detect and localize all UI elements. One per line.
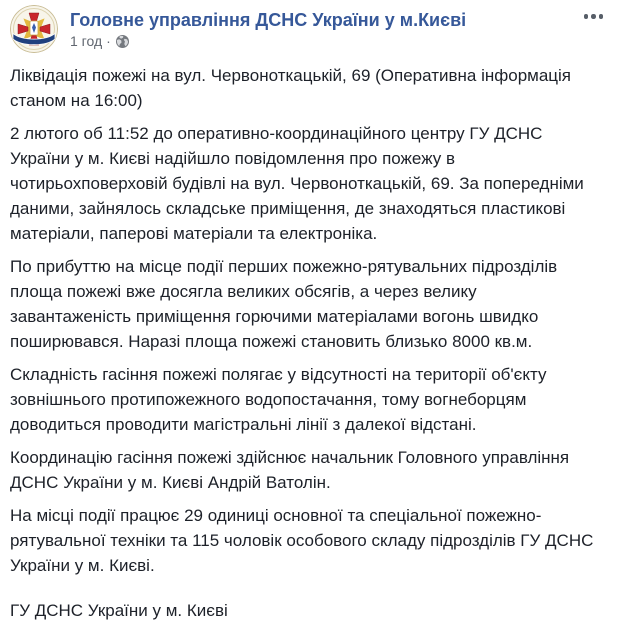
post-paragraph: Ліквідація пожежі на вул. Червоноткацькій, 69 (Оперативна інформація станом на 16:00) (10, 66, 572, 110)
globe-icon (116, 35, 129, 48)
ellipsis-icon (599, 14, 604, 19)
post-header-text (70, 5, 466, 50)
post-header (0, 0, 619, 53)
page-avatar[interactable] (10, 5, 58, 53)
post-options-button[interactable] (582, 10, 606, 23)
post-meta (70, 33, 466, 50)
dsns-emblem-icon (10, 5, 58, 53)
ellipsis-icon (584, 14, 589, 19)
ellipsis-icon (591, 14, 596, 19)
post-paragraph: Координацію гасіння пожежі здійснює начальник Головного управління ДСНС України у м. Києві Андрій Ватолін. (10, 448, 570, 492)
page-name-link[interactable]: Головне управління ДСНС України у м.Києві (70, 10, 467, 30)
post-text (0, 53, 619, 623)
post-paragraph: По прибуттю на місце події перших пожежно-рятувальних підрозділів площа пожежі вже досягла великих обсягів, а через велику завантаженість приміщення горючими матеріалами вогонь швидко поширювався. Наразі площа пожежі становить близько 8000 кв.м. (10, 257, 558, 351)
post-paragraph: На місці події працює 29 одиниці основної та спеціальної пожежно-рятувальної техніки та 115 чоловік особового складу підрозділів ГУ ДСНС України у м. Києві. (10, 506, 594, 575)
post-paragraph: 2 лютого об 11:52 до оперативно-координаційного центру ГУ ДСНС України у м. Києві надійшло повідомлення про пожежу в чотирьохповерховій будівлі на вул. Червоноткацькій, 69. За попередніми даними, зайнялось складське приміщення, де знаходяться пластикові матеріали, паперові матеріали та електроніка. (10, 124, 584, 243)
post-paragraph: Складність гасіння пожежі полягає у відсутності на території об'єкту зовнішнього протипожежного водопостачання, тому вогнеборцям доводиться проводити магістральні лінії з далекої відстані. (10, 365, 547, 434)
post-timestamp[interactable]: 1 год (70, 33, 103, 49)
meta-separator: · (106, 33, 111, 49)
post-signature: ГУ ДСНС України у м. Києві (10, 601, 228, 620)
